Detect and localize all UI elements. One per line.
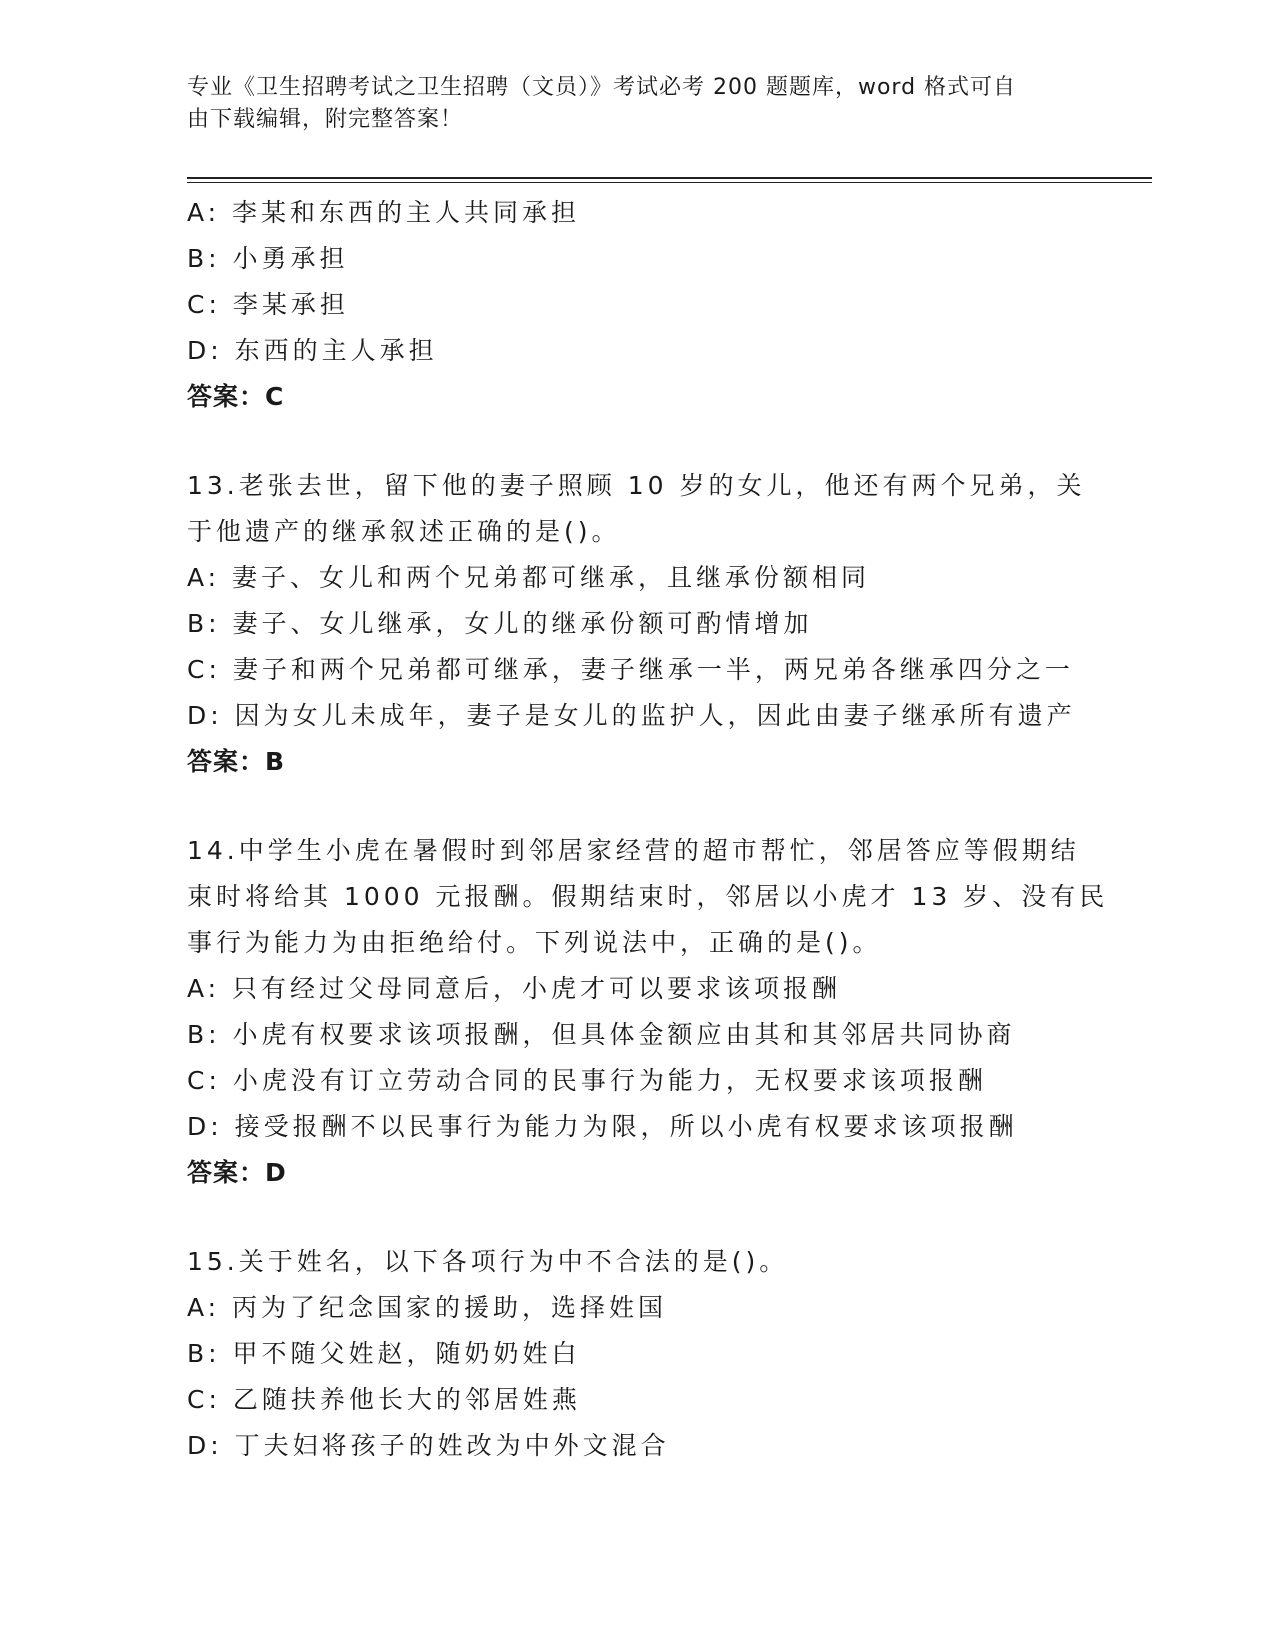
question-stem: 13.老张去世，留下他的妻子照顾 10 岁的女儿，他还有两个兄弟，关 <box>187 471 1086 500</box>
option-d: D: 丁夫妇将孩子的姓改为中外文混合 <box>187 1431 670 1460</box>
option-a: A: 丙为了纪念国家的援助，选择姓国 <box>187 1293 668 1322</box>
document-header <box>187 72 1067 136</box>
question-15 <box>187 1239 1087 1469</box>
option-b: B: 小虎有权要求该项报酬，但具体金额应由其和其邻居共同协商 <box>187 1020 1016 1049</box>
question-list <box>187 190 1109 1469</box>
spacer <box>187 1196 1087 1239</box>
option-c: C: 妻子和两个兄弟都可继承，妻子继承一半，两兄弟各继承四分之一 <box>187 655 1074 684</box>
question-stem: 束时将给其 1000 元报酬。假期结束时，邻居以小虎才 13 岁、没有民 <box>187 882 1109 911</box>
answer-label: 答案：B <box>187 747 286 776</box>
option-b: B: 甲不随父姓赵，随奶奶姓白 <box>187 1339 581 1368</box>
question-stem: 14.中学生小虎在暑假时到邻居家经营的超市帮忙，邻居答应等假期结 <box>187 836 1080 865</box>
question-stem: 事行为能力为由拒绝给付。下列说法中，正确的是()。 <box>187 928 882 957</box>
question-14 <box>187 828 1109 1196</box>
header-line-2: 由下载编辑，附完整答案！ <box>187 107 464 132</box>
option-d: D: 东西的主人承担 <box>187 336 438 365</box>
option-a: A: 只有经过父母同意后，小虎才可以要求该项报酬 <box>187 974 842 1003</box>
header-divider-thin <box>187 182 1152 183</box>
question-13 <box>187 463 1087 785</box>
header-divider-thick <box>187 177 1152 179</box>
spacer <box>187 420 1087 463</box>
option-b: B: 妻子、女儿继承，女儿的继承份额可酌情增加 <box>187 609 813 638</box>
header-line-1: 专业《卫生招聘考试之卫生招聘（文员）》考试必考 200 题题库，word 格式可自 <box>187 75 1017 100</box>
option-a: A: 妻子、女儿和两个兄弟都可继承，且继承份额相同 <box>187 563 871 592</box>
question-stem: 于他遗产的继承叙述正确的是()。 <box>187 517 621 546</box>
option-d: D: 接受报酬不以民事行为能力为限，所以小虎有权要求该项报酬 <box>187 1112 1018 1141</box>
option-b: B: 小勇承担 <box>187 244 349 273</box>
question-12-tail <box>187 190 1087 420</box>
spacer <box>187 785 1087 828</box>
option-d: D: 因为女儿未成年，妻子是女儿的监护人，因此由妻子继承所有遗产 <box>187 701 1076 730</box>
option-c: C: 李某承担 <box>187 290 349 319</box>
answer-label: 答案：C <box>187 382 285 411</box>
option-a: A: 李某和东西的主人共同承担 <box>187 198 581 227</box>
option-c: C: 乙随扶养他长大的邻居姓燕 <box>187 1385 581 1414</box>
option-c: C: 小虎没有订立劳动合同的民事行为能力，无权要求该项报酬 <box>187 1066 987 1095</box>
question-stem: 15.关于姓名，以下各项行为中不合法的是()。 <box>187 1247 789 1276</box>
answer-label: 答案：D <box>187 1158 287 1187</box>
